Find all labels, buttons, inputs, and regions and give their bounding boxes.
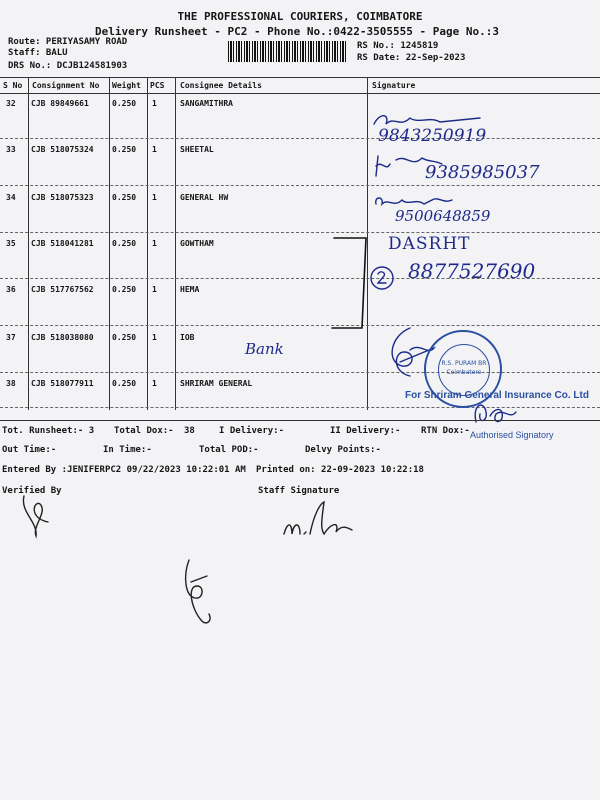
runsheet-title: Delivery Runsheet - PC2 - Phone No.:0422-3505555 - Page No.:3	[95, 25, 499, 38]
row-weight: 0.250	[112, 193, 137, 202]
ii-delivery: II Delivery:-	[330, 426, 401, 436]
row-pcs: 1	[152, 239, 157, 248]
i-delivery: I Delivery:-	[219, 426, 285, 436]
company-name: THE PROFESSIONAL COURIERS, COIMBATORE	[177, 10, 423, 23]
row-sno: 32	[6, 99, 16, 108]
rs-number: RS No.: 1245819	[357, 41, 439, 51]
total-dox-value: 38	[184, 426, 195, 436]
row-divider	[0, 372, 600, 373]
row-sno: 38	[6, 379, 16, 388]
row-consignee: GOWTHAM	[180, 239, 214, 248]
stamp-city: Coimbatore	[446, 369, 482, 376]
rtn-dox: RTN Dox:-	[421, 426, 470, 436]
out-time: Out Time:-	[2, 445, 57, 455]
row-weight: 0.250	[112, 333, 137, 342]
staff-signature-label: Staff Signature	[258, 486, 340, 496]
row-divider	[0, 138, 600, 139]
row-pcs: 1	[152, 193, 157, 202]
row-consignment: CJB 518075323	[31, 193, 94, 202]
row-consignment: CJB 89849661	[31, 99, 89, 108]
handwritten-scribble	[175, 556, 225, 631]
bracket-mark	[330, 236, 370, 336]
row-pcs: 1	[152, 333, 157, 342]
row-weight: 0.250	[112, 99, 137, 108]
col-header-consignee: Consignee Details	[180, 81, 262, 90]
col-header-weight: Weight	[112, 81, 141, 90]
row-consignee: SHEETAL	[180, 145, 214, 154]
row-consignee: HEMA	[180, 285, 200, 294]
row-pcs: 1	[152, 145, 157, 154]
row-weight: 0.250	[112, 379, 137, 388]
row-weight: 0.250	[112, 285, 137, 294]
row-consignee: SHRIRAM GENERAL	[180, 379, 253, 388]
col-divider	[175, 77, 176, 410]
col-header-sno: S No	[3, 81, 23, 90]
delvy-points: Delvy Points:-	[305, 445, 381, 455]
row-divider	[0, 185, 600, 186]
row-weight: 0.250	[112, 239, 137, 248]
row-pcs: 1	[152, 379, 157, 388]
handwritten-phone-35: 8877527690	[408, 259, 536, 283]
row-consignment: CJB 517767562	[31, 285, 94, 294]
verified-by-signature	[18, 492, 58, 542]
handwritten-phone-32: 9843250919	[378, 126, 487, 146]
route: Route: PERIYASAMY ROAD	[8, 37, 128, 47]
row-consignment: CJB 518041281	[31, 239, 94, 248]
in-time: In Time:-	[103, 445, 152, 455]
col-divider	[109, 77, 110, 410]
col-header-pcs: PCS	[150, 81, 165, 90]
handwritten-name-35: DASRHT	[388, 234, 471, 254]
stamp-branch: R.S. PURAM BR	[441, 360, 487, 367]
row-divider	[0, 325, 600, 326]
col-header-signature: Signature	[372, 81, 416, 90]
row-divider	[0, 232, 600, 233]
col-divider	[28, 77, 29, 410]
row-consignment: CJB 518038080	[31, 333, 94, 342]
col-header-consignment: Consignment No	[32, 81, 100, 90]
verified-by: Verified By	[2, 486, 62, 496]
printed-on: Printed on: 22-09-2023 10:22:18	[256, 465, 424, 475]
total-dox-label: Total Dox:-	[114, 426, 174, 436]
row-pcs: 1	[152, 99, 157, 108]
row-consignment: CJB 518075324	[31, 145, 94, 154]
rs-date: RS Date: 22-Sep-2023	[357, 53, 466, 63]
total-pod: Total POD:-	[199, 445, 259, 455]
row-pcs: 1	[152, 285, 157, 294]
row-consignee: IOB	[180, 333, 195, 342]
row-sno: 36	[6, 285, 16, 294]
handwritten-phone-33: 9385985037	[425, 162, 540, 183]
runsheet-table	[0, 77, 600, 410]
row-sno: 35	[6, 239, 16, 248]
staff: Staff: BALU	[8, 48, 68, 58]
col-divider	[147, 77, 148, 410]
signature-scribble-38	[470, 398, 520, 428]
barcode	[228, 41, 348, 62]
row-sno: 33	[6, 145, 16, 154]
row-sno: 34	[6, 193, 16, 202]
authorised-signatory: Authorised Signatory	[470, 430, 554, 440]
handwritten-bank: Bank	[245, 340, 284, 358]
tot-runsheet: Tot. Runsheet:- 3	[2, 426, 95, 436]
row-consignee: GENERAL HW	[180, 193, 229, 202]
table-top-rule	[0, 77, 600, 78]
table-header-rule	[0, 93, 600, 94]
row-consignee: SANGAMITHRA	[180, 99, 233, 108]
drs-number: DRS No.: DCJB124581903	[8, 61, 128, 71]
circled-two-mark	[368, 264, 398, 294]
row-sno: 37	[6, 333, 16, 342]
insurer-name: For Shriram General Insurance Co. Ltd	[405, 390, 589, 401]
entered-by: Entered By :JENIFERPC2 09/22/2023 10:22:01 AM	[2, 465, 246, 475]
row-weight: 0.250	[112, 145, 137, 154]
row-consignment: CJB 518077911	[31, 379, 94, 388]
staff-signature	[280, 494, 370, 544]
handwritten-phone-34: 9500648859	[395, 207, 491, 225]
footer-rule	[0, 420, 600, 421]
stamp-inner-ring	[438, 344, 490, 396]
